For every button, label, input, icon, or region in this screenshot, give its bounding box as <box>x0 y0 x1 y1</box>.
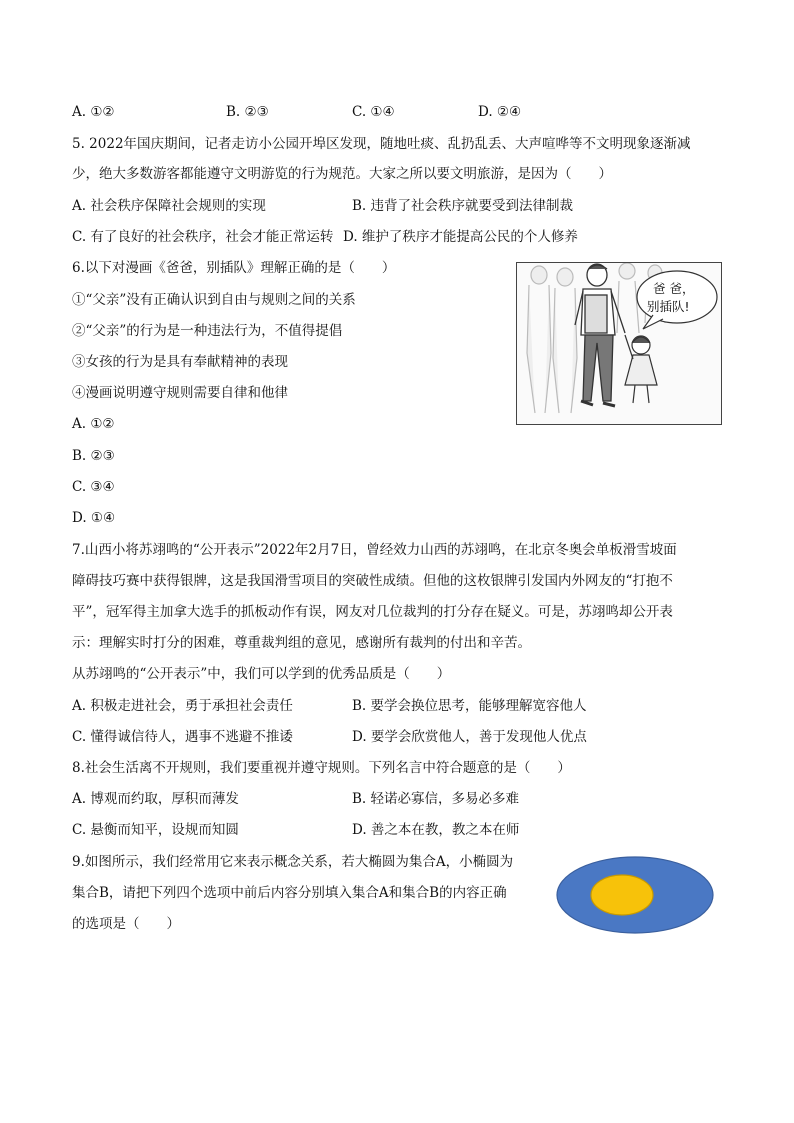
q4-option-a: A. ①② <box>72 104 115 120</box>
q5-option-c: C. 有了良好的社会秩序，社会才能正常运转 <box>72 229 334 245</box>
q6-stem: 6.以下对漫画《爸爸，别插队》理解正确的是（ ） <box>72 260 396 276</box>
girl-figure <box>625 335 657 403</box>
q6-statement-3: ③女孩的行为是具有奉献精神的表现 <box>72 354 288 370</box>
q9-stem-line-1: 9.如图所示，我们经常用它来表示概念关系，若大椭圆为集合A，小椭圆为 <box>72 854 514 870</box>
father-figure <box>575 264 625 406</box>
set-b-ellipse <box>591 875 653 915</box>
q7-option-b: B. 要学会换位思考，能够理解宽容他人 <box>352 698 587 714</box>
q9-stem-line-3: 的选项是（ ） <box>72 916 180 932</box>
q6-statement-4: ④漫画说明遵守规则需要自律和他律 <box>72 385 288 401</box>
q7-stem-line-1: 7.山西小将苏翊鸣的“公开表示”2022年2月7日，曾经效力山西的苏翊鸣，在北京冬奥会单板滑雪坡面 <box>72 542 677 558</box>
q6-statement-2: ②“父亲”的行为是一种违法行为，不值得提倡 <box>72 323 343 339</box>
q5-option-d: D. 维护了秩序才能提高公民的个人修养 <box>343 229 578 245</box>
q5-stem-line-1: 5. 2022年国庆期间，记者走访小公园开埠区发现，随地吐痰、乱扔乱丢、大声喧哗等不文明现象逐渐减 <box>72 136 691 152</box>
q5-option-b: B. 违背了社会秩序就要受到法律制裁 <box>352 198 574 214</box>
q8-option-d: D. 善之本在教，教之本在师 <box>352 822 520 838</box>
q4-option-d: D. ②④ <box>478 104 522 120</box>
q7-stem-line-4: 示：理解实时打分的困难，尊重裁判组的意见，感谢所有裁判的付出和辛苦。 <box>72 635 531 651</box>
q9-stem-line-2: 集合B，请把下列四个选项中前后内容分别填入集合A和集合B的内容正确 <box>72 885 507 901</box>
q4-option-c: C. ①④ <box>352 104 395 120</box>
set-ellipse-diagram <box>555 855 715 935</box>
q6-statement-1: ①“父亲”没有正确认识到自由与规则之间的关系 <box>72 292 356 308</box>
q8-option-b: B. 轻诺必寡信，多易必多难 <box>352 791 520 807</box>
q7-option-c: C. 懂得诚信待人，遇事不逃避不推诿 <box>72 729 293 745</box>
q6-option-d: D. ①④ <box>72 510 116 526</box>
q5-stem-line-2: 少，绝大多数游客都能遵守文明游览的行为规范。大家之所以要文明旅游，是因为（ ） <box>72 166 612 182</box>
bubble-text-line-2: 别插队! <box>647 299 690 314</box>
q6-option-b: B. ②③ <box>72 448 115 464</box>
bubble-text-line-1: 爸 爸， <box>653 281 695 296</box>
speech-bubble <box>637 271 717 329</box>
q7-option-a: A. 积极走进社会，勇于承担社会责任 <box>72 698 293 714</box>
q5-option-a: A. 社会秩序保障社会规则的实现 <box>72 198 266 214</box>
q7-option-d: D. 要学会欣赏他人，善于发现他人优点 <box>352 729 587 745</box>
q8-stem: 8.社会生活离不开规则，我们要重视并遵守规则。下列名言中符合题意的是（ ） <box>72 760 571 776</box>
q7-stem-line-3: 平”，冠军得主加拿大选手的抓板动作有误，网友对几位裁判的打分存在疑义。可是，苏翊鸣却公开表 <box>72 604 673 620</box>
q7-stem-line-5: 从苏翊鸣的“公开表示”中，我们可以学到的优秀品质是（ ） <box>72 666 451 682</box>
cartoon-dad-dont-cut-line <box>516 262 722 425</box>
q8-option-c: C. 悬衡而知平，设规而知圆 <box>72 822 239 838</box>
q6-option-a: A. ①② <box>72 416 115 432</box>
q6-option-c: C. ③④ <box>72 479 115 495</box>
q7-stem-line-2: 障碍技巧赛中获得银牌，这是我国滑雪项目的突破性成绩。但他的这枚银牌引发国内外网友的“打抱不 <box>72 573 673 589</box>
q4-option-b: B. ②③ <box>226 104 269 120</box>
q8-option-a: A. 博观而约取，厚积而薄发 <box>72 791 239 807</box>
